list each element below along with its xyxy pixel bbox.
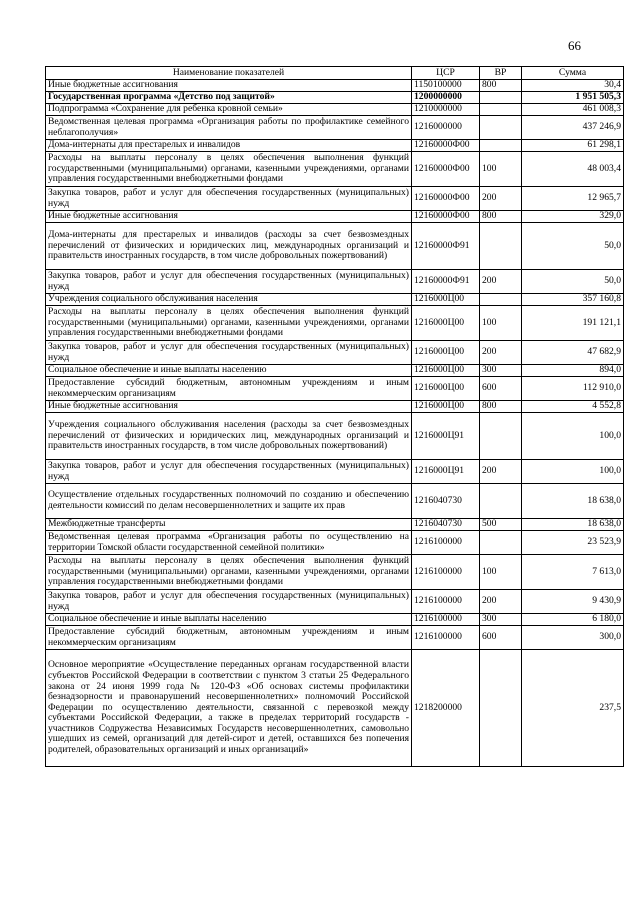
cell-vr: 200 [480, 270, 522, 294]
cell-csr: 1200000000 [412, 92, 480, 104]
table-row [46, 116, 624, 140]
cell-csr: 12160000Ф00 [412, 187, 480, 211]
cell-name: Осуществление отдельных государственных полномочий по созданию и обеспечению деятельности комиссий по делам несовершеннолетних и защите их прав [46, 484, 412, 519]
cell-sum: 4 552,8 [522, 401, 624, 413]
cell-sum: 100,0 [522, 413, 624, 460]
cell-name: Предоставление субсидий бюджетным, автономным учреждениям и иным некоммерческим организациям [46, 377, 412, 401]
cell-csr: 1216100000 [412, 590, 480, 614]
cell-vr [480, 413, 522, 460]
cell-csr: 1216100000 [412, 626, 480, 650]
cell-name: Учреждения социального обслуживания населения (расходы за счет безвозмездных перечислений от физических и юридических лиц, международных организаций и правительств иностранных государств, в том числе добровольных пожертвований) [46, 413, 412, 460]
cell-vr [480, 294, 522, 306]
table-row [46, 377, 624, 401]
header-vr: ВР [480, 67, 522, 80]
table-row [46, 223, 624, 270]
table-row [46, 341, 624, 365]
cell-vr: 800 [480, 80, 522, 92]
cell-name: Иные бюджетные ассигнования [46, 401, 412, 413]
table-row [46, 104, 624, 116]
cell-sum: 48 003,4 [522, 152, 624, 187]
header-csr: ЦСР [412, 67, 480, 80]
table-row [46, 270, 624, 294]
cell-vr: 200 [480, 187, 522, 211]
cell-csr: 1216000Ц00 [412, 294, 480, 306]
cell-name: Социальное обеспечение и иные выплаты населению [46, 365, 412, 377]
table-row [46, 460, 624, 484]
cell-csr: 12160000Ф91 [412, 223, 480, 270]
cell-name: Иные бюджетные ассигнования [46, 80, 412, 92]
cell-name: Закупка товаров, работ и услуг для обеспечения государственных (муниципальных) нужд [46, 187, 412, 211]
cell-sum: 329,0 [522, 211, 624, 223]
cell-name: Расходы на выплаты персоналу в целях обеспечения выполнения функций государственными (муниципальными) органами, казенными учреждениями, органами управления государственными внебюджетными фондами [46, 555, 412, 590]
cell-vr: 100 [480, 306, 522, 341]
cell-name: Закупка товаров, работ и услуг для обеспечения государственных (муниципальных) нужд [46, 341, 412, 365]
cell-vr: 800 [480, 211, 522, 223]
cell-sum: 23 523,9 [522, 531, 624, 555]
cell-csr: 1216040730 [412, 519, 480, 531]
cell-sum: 100,0 [522, 460, 624, 484]
table-row [46, 519, 624, 531]
cell-name: Расходы на выплаты персоналу в целях обеспечения выполнения функций государственными (муниципальными) органами, казенными учреждениями, органами управления государственными внебюджетными фондами [46, 306, 412, 341]
cell-sum: 61 298,1 [522, 140, 624, 152]
table-row [46, 92, 624, 104]
table-row [46, 401, 624, 413]
cell-vr: 600 [480, 626, 522, 650]
table-row [46, 306, 624, 341]
cell-csr: 12160000Ф00 [412, 211, 480, 223]
table-row [46, 365, 624, 377]
table-row [46, 80, 624, 92]
cell-name: Закупка товаров, работ и услуг для обеспечения государственных (муниципальных) нужд [46, 270, 412, 294]
cell-csr: 1216100000 [412, 531, 480, 555]
cell-name: Дома-интернаты для престарелых и инвалидов (расходы за счет безвозмездных перечислений от физических и юридических лиц, международных организаций и правительств иностранных государств, в том числе добровольных пожертвований) [46, 223, 412, 270]
cell-vr: 100 [480, 152, 522, 187]
cell-sum: 894,0 [522, 365, 624, 377]
cell-vr [480, 116, 522, 140]
table-row [46, 187, 624, 211]
cell-sum: 357 160,8 [522, 294, 624, 306]
cell-name: Закупка товаров, работ и услуг для обеспечения государственных (муниципальных) нужд [46, 460, 412, 484]
cell-vr: 500 [480, 519, 522, 531]
cell-sum: 9 430,9 [522, 590, 624, 614]
cell-sum: 50,0 [522, 223, 624, 270]
cell-csr: 1216000Ц00 [412, 401, 480, 413]
cell-vr [480, 140, 522, 152]
cell-name: Закупка товаров, работ и услуг для обеспечения государственных (муниципальных) нужд [46, 590, 412, 614]
cell-vr [480, 650, 522, 767]
cell-name: Ведомственная целевая программа «Организация работы по осуществлению на территории Томской области государственной семейной политики» [46, 531, 412, 555]
cell-csr: 1216100000 [412, 555, 480, 590]
cell-sum: 12 965,7 [522, 187, 624, 211]
header-sum: Сумма [522, 67, 624, 80]
cell-name: Иные бюджетные ассигнования [46, 211, 412, 223]
cell-sum: 237,5 [522, 650, 624, 767]
cell-sum: 18 638,0 [522, 484, 624, 519]
cell-name: Социальное обеспечение и иные выплаты населению [46, 614, 412, 626]
table-row [46, 590, 624, 614]
cell-name: Государственная программа «Детство под защитой» [46, 92, 412, 104]
cell-csr: 1216000Ц00 [412, 341, 480, 365]
cell-vr [480, 104, 522, 116]
cell-sum: 50,0 [522, 270, 624, 294]
cell-csr: 1216000Ц91 [412, 460, 480, 484]
cell-csr: 1216000Ц91 [412, 413, 480, 460]
cell-sum: 30,4 [522, 80, 624, 92]
table-row [46, 211, 624, 223]
cell-name: Предоставление субсидий бюджетным, автономным учреждениям и иным некоммерческим организациям [46, 626, 412, 650]
cell-vr: 300 [480, 365, 522, 377]
table-row [46, 294, 624, 306]
table-header-row [46, 67, 624, 80]
cell-vr [480, 223, 522, 270]
cell-vr [480, 531, 522, 555]
cell-vr: 200 [480, 590, 522, 614]
cell-vr: 600 [480, 377, 522, 401]
cell-sum: 112 910,0 [522, 377, 624, 401]
cell-csr: 1216000Ц00 [412, 365, 480, 377]
cell-sum: 7 613,0 [522, 555, 624, 590]
table-row [46, 140, 624, 152]
cell-vr: 800 [480, 401, 522, 413]
cell-csr: 1218200000 [412, 650, 480, 767]
table-row [46, 531, 624, 555]
cell-sum: 18 638,0 [522, 519, 624, 531]
cell-csr: 12160000Ф00 [412, 140, 480, 152]
table-row [46, 152, 624, 187]
cell-sum: 191 121,1 [522, 306, 624, 341]
cell-name: Дома-интернаты для престарелых и инвалидов [46, 140, 412, 152]
cell-csr: 1216040730 [412, 484, 480, 519]
cell-vr: 100 [480, 555, 522, 590]
cell-csr: 1150100000 [412, 80, 480, 92]
cell-vr [480, 484, 522, 519]
cell-sum: 6 180,0 [522, 614, 624, 626]
cell-csr: 1216000Ц00 [412, 377, 480, 401]
budget-table [45, 66, 624, 767]
cell-vr [480, 92, 522, 104]
table-row [46, 555, 624, 590]
cell-csr: 12160000Ф00 [412, 152, 480, 187]
cell-vr: 200 [480, 341, 522, 365]
cell-csr: 1216100000 [412, 614, 480, 626]
cell-csr: 1216000000 [412, 116, 480, 140]
cell-name: Подпрограмма «Сохранение для ребенка кровной семьи» [46, 104, 412, 116]
cell-csr: 1216000Ц00 [412, 306, 480, 341]
cell-vr: 200 [480, 460, 522, 484]
cell-csr: 12160000Ф91 [412, 270, 480, 294]
table-row [46, 484, 624, 519]
cell-name: Расходы на выплаты персоналу в целях обеспечения выполнения функций государственными (муниципальными) органами, казенными учреждениями, органами управления государственными внебюджетными фондами [46, 152, 412, 187]
cell-sum: 1 951 505,3 [522, 92, 624, 104]
cell-name: Межбюджетные трансферты [46, 519, 412, 531]
cell-vr: 300 [480, 614, 522, 626]
cell-name: Учреждения социального обслуживания населения [46, 294, 412, 306]
table-row [46, 413, 624, 460]
header-name: Наименование показателей [46, 67, 412, 80]
cell-csr: 1210000000 [412, 104, 480, 116]
cell-sum: 461 008,3 [522, 104, 624, 116]
cell-sum: 437 246,9 [522, 116, 624, 140]
cell-sum: 47 682,9 [522, 341, 624, 365]
table-row [46, 614, 624, 626]
table-row [46, 626, 624, 650]
table-row [46, 650, 624, 767]
cell-sum: 300,0 [522, 626, 624, 650]
page-number: 66 [568, 38, 581, 53]
cell-name: Ведомственная целевая программа «Организация работы по профилактике семейного неблагополучия» [46, 116, 412, 140]
cell-name: Основное мероприятие «Осуществление переданных органам государственной власти субъектов Российской Федерации в соответствии с пунктом 3 статьи 25 Федерального закона от 24 июня 1999 года № 120-ФЗ «Об основах системы профилактики безнадзорности и правонарушений несовершеннолетних» полномочий Российской Федерации по осуществлению деятельности, связанной с перевозкой между субъектами Российской Федерации, а также в пределах территорий государств - участников Содружества Независимых Государств несовершеннолетних, самовольно ушедших из семей, организаций для детей-сирот и детей, оставшихся без попечения родителей, образовательных организаций и иных организаций» [46, 650, 412, 767]
